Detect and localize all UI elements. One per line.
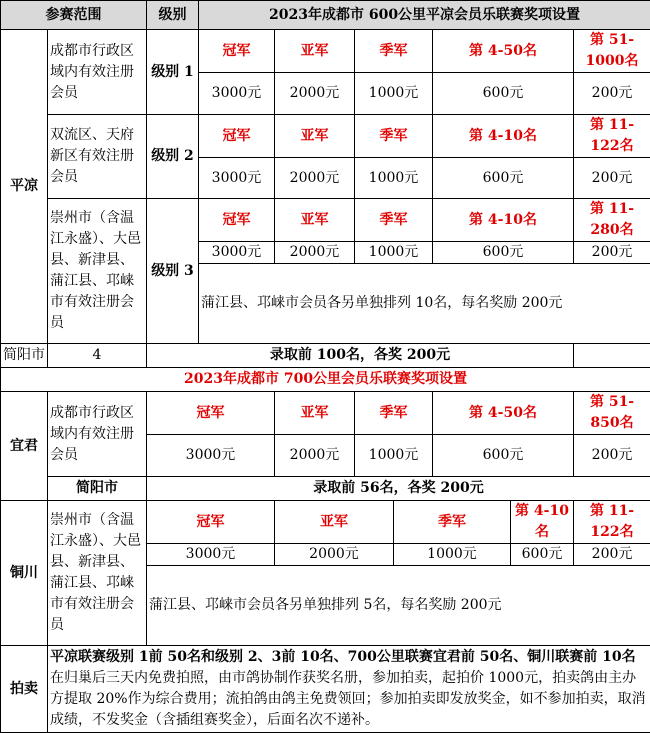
- rank-cell: 亚军: [275, 392, 355, 435]
- rank-cell: 冠军: [199, 30, 275, 73]
- prize-cell: 1000元: [394, 544, 511, 566]
- yijun-region: 成都市行政区域内有效注册会员: [48, 392, 147, 477]
- jianyang-level: 4: [48, 344, 147, 368]
- rank-cell: 冠军: [199, 199, 275, 242]
- prize-cell: 1000元: [355, 242, 433, 264]
- prize-cell: 3000元: [199, 242, 275, 264]
- rank-cell: 第 11-122名: [574, 115, 650, 158]
- region-level1: 成都市行政区域内有效注册会员: [48, 30, 147, 115]
- prize-cell: 2000元: [275, 158, 355, 199]
- prize-cell: 2000元: [275, 544, 394, 566]
- prize-cell: 200元: [574, 544, 650, 566]
- level-3: 级别 3: [147, 199, 199, 344]
- prize-cell: 3000元: [147, 544, 275, 566]
- rank-cell: 第 11-122名: [574, 501, 650, 544]
- rank-cell: 冠军: [147, 501, 275, 544]
- prize-cell: 3000元: [199, 73, 275, 115]
- rank-cell: 季军: [355, 115, 433, 158]
- rank-cell: 亚军: [275, 115, 355, 158]
- auction-rules: [48, 646, 650, 733]
- yijun-jianyang-award: 录取前 56名，各奖 200元: [147, 477, 650, 501]
- rank-cell: 第 11-280名: [574, 199, 650, 242]
- city-tongchuan: 铜川: [1, 501, 48, 646]
- rank-cell: 亚军: [275, 501, 394, 544]
- rank-cell: 第 4-10名: [433, 115, 574, 158]
- rank-cell: 亚军: [275, 30, 355, 73]
- auction-rules-bold: 平凉联赛级别 1前 50名和级别 2、3前 10名、700公里联赛宜君前 50名、铜川联赛前 10名: [50, 649, 636, 665]
- title-700: 2023年成都市 700公里会员乐联赛奖项设置: [1, 368, 650, 392]
- rank-cell: 第 51-850名: [574, 392, 650, 435]
- extra-award-level3: 蒲江县、邛崃市会员各另单独排列 10名，每名奖励 200元: [199, 264, 650, 344]
- header-title-600: 2023年成都市 600公里平凉会员乐联赛奖项设置: [199, 1, 650, 30]
- rank-cell: 第 4-50名: [433, 30, 574, 73]
- rank-cell: 季军: [394, 501, 511, 544]
- prize-cell: 600元: [433, 158, 574, 199]
- extra-award-tongchuan: 蒲江县、邛崃市会员各另单独排列 5名，每名奖励 200元: [147, 566, 650, 646]
- rank-cell: 冠军: [199, 115, 275, 158]
- prize-cell: 200元: [574, 435, 650, 477]
- prize-cell: 600元: [433, 242, 574, 264]
- rank-cell: 第 4-10名: [511, 501, 574, 544]
- rank-cell: 季军: [355, 30, 433, 73]
- rank-cell: 第 51-1000名: [574, 30, 650, 73]
- auction-rules-rest: 在归巢后三天内免费拍照，由市鸽协制作获奖名册，参加拍卖，起拍价 1000元，拍卖鸽由主办方提取 20%作为综合费用；流拍鸽由鸽主免费领回；参加拍卖即发放奖金，如不参加拍卖，取消成绩，不发奖金（含插组赛奖金），后面名次不递补。: [50, 670, 646, 728]
- header-scope: 参赛范围: [1, 1, 147, 30]
- prize-cell: 3000元: [147, 435, 275, 477]
- auction-label: 拍卖: [1, 646, 48, 733]
- prize-cell: 2000元: [275, 242, 355, 264]
- prize-cell: 1000元: [355, 435, 433, 477]
- city-yijun: 宜君: [1, 392, 48, 501]
- prize-cell: 200元: [574, 158, 650, 199]
- prize-cell: 1000元: [355, 73, 433, 115]
- jianyang-region: 简阳市: [1, 344, 48, 368]
- prize-cell: 2000元: [275, 435, 355, 477]
- rank-cell: 季军: [355, 392, 433, 435]
- prize-cell: 600元: [511, 544, 574, 566]
- rank-cell: 亚军: [275, 199, 355, 242]
- prize-cell: 3000元: [199, 158, 275, 199]
- prize-cell: 200元: [574, 242, 650, 264]
- rank-cell: 第 4-10名: [433, 199, 574, 242]
- rank-cell: 第 4-50名: [433, 392, 574, 435]
- rank-cell: 冠军: [147, 392, 275, 435]
- prize-cell: 600元: [433, 435, 574, 477]
- tongchuan-region: 崇州市（含温江永盛）、大邑县、新津县、蒲江县、邛崃市有效注册会员: [48, 501, 147, 646]
- rank-cell: 季军: [355, 199, 433, 242]
- level-2: 级别 2: [147, 115, 199, 199]
- region-level3: 崇州市（含温江永盛）、大邑县、新津县、蒲江县、邛崃市有效注册会员: [48, 199, 147, 344]
- region-level2: 双流区、天府新区有效注册会员: [48, 115, 147, 199]
- header-level: 级别: [147, 1, 199, 30]
- prize-cell: 600元: [433, 73, 574, 115]
- city-pingliang: 平凉: [1, 30, 48, 344]
- prize-cell: 2000元: [275, 73, 355, 115]
- prize-cell: 1000元: [355, 158, 433, 199]
- prize-cell: 200元: [574, 73, 650, 115]
- yijun-jianyang-region: 简阳市: [48, 477, 147, 501]
- level-1: 级别 1: [147, 30, 199, 115]
- jianyang-award: 录取前 100名，各奖 200元: [147, 344, 574, 368]
